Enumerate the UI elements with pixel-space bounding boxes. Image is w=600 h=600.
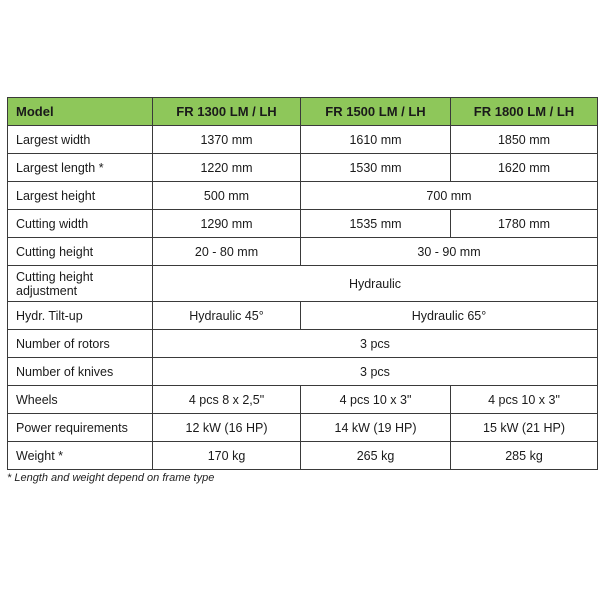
cell-value: 265 kg <box>301 442 451 470</box>
row-cutting-height <box>8 238 598 266</box>
row-label-line2: adjustment <box>16 283 78 298</box>
row-label-line1: Cutting height <box>16 269 94 284</box>
row-label: Number of knives <box>8 358 153 386</box>
cell-value: 1370 mm <box>153 126 301 154</box>
row-label: Number of rotors <box>8 330 153 358</box>
cell-value: 14 kW (19 HP) <box>301 414 451 442</box>
cell-value-merged: Hydraulic <box>153 266 598 302</box>
cell-value: 285 kg <box>451 442 598 470</box>
cell-value-merged: 3 pcs <box>153 358 598 386</box>
row-label: Cutting height <box>8 238 153 266</box>
cell-value: 1290 mm <box>153 210 301 238</box>
row-label: Hydr. Tilt-up <box>8 302 153 330</box>
cell-value-merged: 700 mm <box>301 182 598 210</box>
row-largest-length <box>8 154 598 182</box>
footnote: * Length and weight depend on frame type <box>7 472 215 484</box>
row-label <box>8 266 153 302</box>
row-hydr-tilt-up <box>8 302 598 330</box>
row-label: Largest height <box>8 182 153 210</box>
row-largest-width <box>8 126 598 154</box>
row-label: Cutting width <box>8 210 153 238</box>
row-label: Power requirements <box>8 414 153 442</box>
row-power-requirements <box>8 414 598 442</box>
cell-value-merged: 30 - 90 mm <box>301 238 598 266</box>
cell-value: 12 kW (16 HP) <box>153 414 301 442</box>
cell-value: 1220 mm <box>153 154 301 182</box>
cell-value-merged: Hydraulic 65° <box>301 302 598 330</box>
cell-value: 170 kg <box>153 442 301 470</box>
cell-value: 4 pcs 8 x 2,5" <box>153 386 301 414</box>
table-header-row <box>8 98 598 126</box>
cell-value: 1610 mm <box>301 126 451 154</box>
header-fr1800: FR 1800 LM / LH <box>451 98 598 126</box>
row-cutting-height-adjustment <box>8 266 598 302</box>
cell-value: 1620 mm <box>451 154 598 182</box>
row-label: Largest width <box>8 126 153 154</box>
row-cutting-width <box>8 210 598 238</box>
cell-value: 1780 mm <box>451 210 598 238</box>
row-wheels <box>8 386 598 414</box>
header-model: Model <box>8 98 153 126</box>
row-number-of-rotors <box>8 330 598 358</box>
cell-value: 1850 mm <box>451 126 598 154</box>
cell-value: 4 pcs 10 x 3" <box>451 386 598 414</box>
row-number-of-knives <box>8 358 598 386</box>
cell-value: 1535 mm <box>301 210 451 238</box>
row-weight <box>8 442 598 470</box>
header-fr1300: FR 1300 LM / LH <box>153 98 301 126</box>
cell-value: 1530 mm <box>301 154 451 182</box>
row-label: Largest length * <box>8 154 153 182</box>
row-label: Weight * <box>8 442 153 470</box>
header-fr1500: FR 1500 LM / LH <box>301 98 451 126</box>
cell-value: Hydraulic 45° <box>153 302 301 330</box>
row-label: Wheels <box>8 386 153 414</box>
spec-table <box>7 97 598 470</box>
row-largest-height <box>8 182 598 210</box>
cell-value-merged: 3 pcs <box>153 330 598 358</box>
cell-value: 20 - 80 mm <box>153 238 301 266</box>
cell-value: 15 kW (21 HP) <box>451 414 598 442</box>
cell-value: 4 pcs 10 x 3" <box>301 386 451 414</box>
cell-value: 500 mm <box>153 182 301 210</box>
